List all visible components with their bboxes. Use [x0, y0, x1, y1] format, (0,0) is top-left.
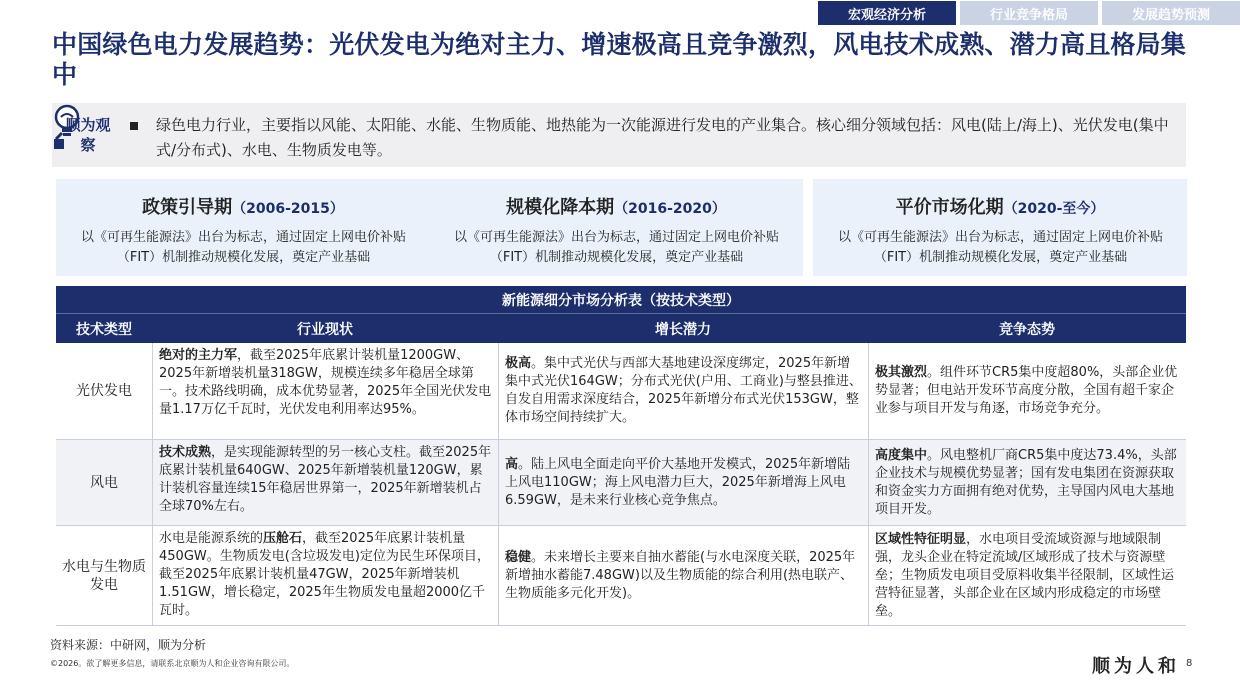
period-description: 以《可再生能源法》出台为标志，通过固定上网电价补贴（FIT）机制推动规模化发展，奠定产业基础: [453, 230, 779, 265]
period-years: （2006-2015）: [232, 201, 344, 217]
period-years: （2020-至今）: [1003, 201, 1105, 217]
period-title: 平价市场化期: [895, 197, 1004, 218]
growth-keyword: 极高: [505, 356, 532, 371]
competition-text: 。组件环节CR5集中度超80%，头部企业优势显著；但电站开发环节高度分散，全国有超千家企业参与项目开发与角逐，市场竞争充分。: [875, 365, 1178, 416]
observation-label: 顺为观察: [65, 116, 111, 154]
status-keyword: 技术成熟: [159, 445, 212, 460]
table-header-row: [56, 313, 1186, 343]
status-text: ，截至2025年底累计装机量450GW。生物质发电(含垃圾发电)定位为民生环保项目，截至2025年底累计装机量47GW，2025年新增装机1.51GW，增长稳定，2025年生物质发电量超2000亿千瓦时。: [159, 531, 490, 618]
competition-cell: [868, 343, 1186, 439]
status-keyword: 绝对的主力军: [159, 348, 238, 363]
company-logo: 顺为人和: [1092, 656, 1180, 677]
table-row: [56, 440, 1186, 526]
table-title: 新能源细分市场分析表（按技术类型）: [56, 286, 1186, 313]
copyright-note: ©2026。欲了解更多信息，请联系北京顺为人和企业咨询有限公司。: [50, 659, 295, 668]
competition-keyword: 极其激烈: [875, 365, 928, 380]
growth-cell: [498, 440, 868, 525]
competition-cell: [868, 526, 1186, 625]
status-text: ，是实现能源转型的另一核心支柱。截至2025年底累计装机量640GW、2025年新增装机量120GW，累计装机容量连续15年稳居世界第一，2025年新增装机占全球70%左右。: [159, 445, 492, 514]
header-competition: 竞争态势: [999, 321, 1055, 338]
table-row: [56, 343, 1186, 440]
tech-type-cell: 水电与生物质发电: [62, 558, 146, 593]
page-number: 8: [1186, 658, 1193, 669]
tech-type-cell: 光伏发电: [76, 383, 132, 399]
top-nav-tabs: [818, 1, 1240, 25]
table-row: [56, 526, 1186, 626]
status-keyword: 压舱石: [263, 531, 303, 546]
growth-cell: [498, 343, 868, 439]
growth-keyword: 高: [505, 456, 519, 472]
period-card-parity: [813, 179, 1187, 276]
observation-box: [52, 103, 1186, 167]
observation-text: 绿色电力行业，主要指以风能、太阳能、水能、生物质能、地热能为一次能源进行发电的产业集合。核心细分领域包括：风电(陆上/海上)、光伏发电(集中式/分布式)、水电、生物质发电等。: [156, 116, 1169, 159]
status-cell: [152, 440, 498, 525]
bullet-square: [130, 122, 138, 130]
growth-text: 。集中式光伏与西部大基地建设深度绑定，2025年新增集中式光伏164GW；分布式光伏(户用、工商业)与整县推进、自发自用需求深度结合，2025年新增分布式光伏153GW，整体市场空间持续扩大。: [505, 356, 862, 425]
period-card-scale: [429, 179, 803, 276]
tech-type-cell: 风电: [90, 474, 118, 491]
competition-cell: [868, 440, 1186, 525]
period-description: 以《可再生能源法》出台为标志，通过固定上网电价补贴（FIT）机制推动规模化发展，奠定产业基础: [80, 230, 406, 265]
status-text: ，截至2025年底累计装机量1200GW、2025年新增装机量318GW，规模连续多年稳居全球第一。技术路线明确，成本优势显著，2025年全国光伏发电量1.17万亿千瓦时，光伏发电利用率达95%。: [159, 348, 492, 417]
period-title: 规模化降本期: [506, 197, 615, 218]
competition-text: 。风电整机厂商CR5集中度达73.4%，头部企业技术与规模优势显著；国有发电集团在资源获取和资金实力方面拥有绝对优势，主导国内风电大基地项目开发。: [875, 447, 1177, 517]
competition-text: ，水电项目受流域资源与地域限制强，龙头企业在特定流域/区域形成了技术与资源壁垒；生物质发电项目受原料收集半径限制，区域性运营特征显著，头部企业在区域内形成稳定的市场壁垒。: [875, 531, 1175, 619]
tab-trend-forecast[interactable]: 发展趋势预测: [1102, 1, 1240, 25]
market-analysis-table: [56, 286, 1186, 626]
growth-keyword: 稳健: [505, 549, 532, 565]
period-description: 以《可再生能源法》出台为标志，通过固定上网电价补贴（FIT）机制推动规模化发展，奠定产业基础: [837, 230, 1163, 265]
competition-keyword: 高度集中: [875, 447, 928, 463]
period-card-policy: [56, 179, 430, 276]
status-cell: [152, 343, 498, 439]
header-tech-type: 技术类型: [76, 321, 132, 338]
competition-keyword: 区域性特征明显: [875, 531, 967, 547]
period-title: 政策引导期: [142, 197, 233, 218]
header-status: 行业现状: [297, 321, 353, 338]
page-title: 中国绿色电力发展趋势：光伏发电为绝对主力、增速极高且竞争激烈，风电技术成熟、潜力高且格局集中: [52, 30, 1187, 89]
growth-text: 。未来增长主要来自抽水蓄能(与水电深度关联，2025年新增抽水蓄能7.48GW)以及生物质能的综合利用(热电联产、生物质能多元化开发)。: [505, 549, 856, 601]
source-note: 资料来源：中研网，顺为分析: [50, 638, 207, 652]
header-growth: 增长潜力: [655, 321, 711, 338]
growth-cell: [498, 526, 868, 625]
status-prefix: 水电是能源系统的: [159, 531, 264, 546]
tab-competition[interactable]: 行业竞争格局: [960, 1, 1098, 25]
status-cell: [152, 526, 498, 625]
period-years: （2016-2020）: [614, 201, 726, 217]
tab-macro-analysis[interactable]: 宏观经济分析: [818, 1, 956, 25]
growth-text: 。陆上风电全面走向平价大基地开发模式，2025年新增陆上风电110GW；海上风电潜力巨大，2025年新增海上风电6.59GW，是未来行业核心竞争焦点。: [505, 456, 851, 508]
